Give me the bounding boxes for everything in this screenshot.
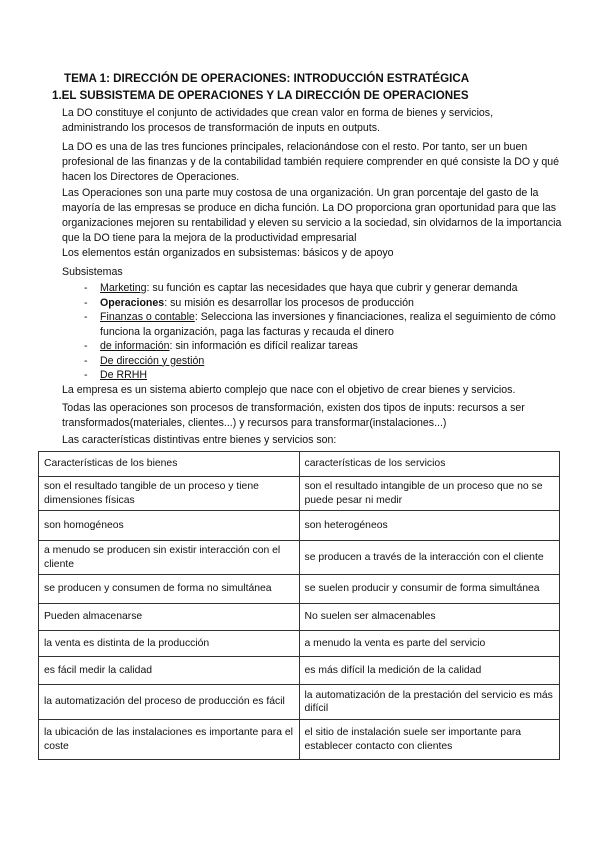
table-row: [39, 720, 560, 760]
table-row: [39, 685, 560, 720]
table-row: [39, 575, 560, 604]
list-item: - de información: sin información es difícil realizar tareas: [86, 339, 556, 354]
table-cell: la automatización de la prestación del servicio es más difícil: [299, 685, 560, 720]
paragraph: La DO es una de las tres funciones principales, relacionándose con el resto. Por tanto, ser un buen profesional de las finanzas y de la contabilidad también requiere comprender en qué consiste la DO y qué hacen los Directores de Operaciones.: [62, 141, 560, 183]
paragraph: Todas las operaciones son procesos de transformación, existen dos tipos de inputs: recursos a ser transformados(materiales, clientes...) y recursos para transformar(instalaciones...): [62, 402, 525, 429]
table-cell: son homogéneos: [39, 511, 300, 541]
list-item: - De RRHH: [86, 368, 556, 383]
paragraph: Las características distintivas entre bienes y servicios son:: [62, 434, 337, 446]
table-row: [39, 604, 560, 631]
table-cell: es fácil medir la calidad: [39, 657, 300, 685]
table-header-row: [39, 452, 560, 477]
table-cell: la automatización del proceso de producción es fácil: [39, 685, 300, 720]
table-cell: se suelen producir y consumir de forma simultánea: [299, 575, 560, 604]
table-row: [39, 657, 560, 685]
table-row: [39, 511, 560, 541]
list-item: - De dirección y gestión: [86, 354, 556, 369]
table-cell: la venta es distinta de la producción: [39, 631, 300, 657]
table-cell: a menudo se producen sin existir interacción con el cliente: [39, 541, 300, 575]
table-cell: a menudo la venta es parte del servicio: [299, 631, 560, 657]
table-row: [39, 541, 560, 575]
section-heading: 1.EL SUBSISTEMA DE OPERACIONES Y LA DIRECCIÓN DE OPERACIONES: [52, 89, 469, 102]
table-row: [39, 477, 560, 511]
paragraph: Subsistemas: [62, 266, 123, 278]
table-cell: se producen y consumen de forma no simultánea: [39, 575, 300, 604]
table-cell: son heterogéneos: [299, 511, 560, 541]
table-row: [39, 631, 560, 657]
table-cell: No suelen ser almacenables: [299, 604, 560, 631]
table-cell: son el resultado intangible de un proceso que no se puede pesar ni medir: [299, 477, 560, 511]
list-item: - Operaciones: su misión es desarrollar los procesos de producción: [86, 296, 556, 311]
table-cell: Pueden almacenarse: [39, 604, 300, 631]
paragraph: Los elementos están organizados en subsistemas: básicos y de apoyo: [62, 247, 394, 259]
table-cell: es más difícil la medición de la calidad: [299, 657, 560, 685]
paragraph: Las Operaciones son una parte muy costosa de una organización. Un gran porcentaje del gasto de la mayoría de las empresas se produce en dicha función. La DO proporciona gran oportunidad para que las organizaciones mejoren su rentabilidad y eleven su servicio a la sociedad, sin olvidarnos de la importancia que la DO tiene para la mejora de la productividad empresarial: [62, 187, 562, 244]
table-cell: se producen a través de la interacción con el cliente: [299, 541, 560, 575]
goods-vs-services-table: [38, 451, 560, 760]
table-cell: el sitio de instalación suele ser importante para establecer contacto con clientes: [299, 720, 560, 760]
list-item: - Finanzas o contable: Selecciona las inversiones y financiaciones, realiza el seguimiento de cómo funciona la organización, paga las facturas y recauda el dinero: [86, 310, 556, 339]
list-item: - Marketing: su función es captar las necesidades que haya que cubrir y generar demanda: [86, 281, 556, 296]
table-cell: la ubicación de las instalaciones es importante para el coste: [39, 720, 300, 760]
paragraph: La DO constituye el conjunto de actividades que crean valor en forma de bienes y servicios, administrando los procesos de transformación de inputs en outputs.: [62, 107, 494, 134]
table-cell: son el resultado tangible de un proceso y tiene dimensiones físicas: [39, 477, 300, 511]
table-cell: características de los servicios: [299, 452, 560, 477]
table-cell: Características de los bienes: [39, 452, 300, 477]
paragraph: La empresa es un sistema abierto complejo que nace con el objetivo de crear bienes y servicios.: [62, 384, 516, 396]
subsystems-list: [86, 281, 556, 383]
document-title: TEMA 1: DIRECCIÓN DE OPERACIONES: INTRODUCCIÓN ESTRATÉGICA: [64, 72, 470, 85]
